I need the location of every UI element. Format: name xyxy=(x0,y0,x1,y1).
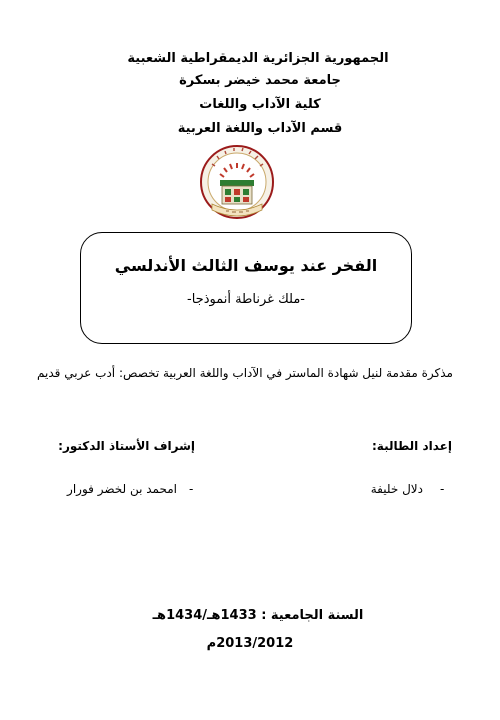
student-name: دلال خليفة xyxy=(370,482,423,496)
header-department: قسم الآداب واللغة العربية xyxy=(177,121,343,136)
university-seal-logo xyxy=(198,142,276,224)
thesis-subtitle: -ملك غرناطة أنموذجا- xyxy=(187,292,305,307)
supervisor-label: إشراف الأستاذ الدكتور: xyxy=(58,439,195,453)
student-bullet: - xyxy=(440,482,445,496)
student-label: إعداد الطالبة: xyxy=(372,439,452,453)
academic-year-hijri: السنة الجامعية : 1433هـ/1434هـ xyxy=(152,608,364,623)
thesis-title-box xyxy=(80,232,412,344)
academic-year-gregorian: 2013/2012م xyxy=(206,636,294,651)
supervisor-bullet: - xyxy=(189,482,194,496)
thesis-title: الفخر عند يوسف الثالث الأندلسي xyxy=(114,256,378,275)
thesis-description: مذكرة مقدمة لنيل شهادة الماستر في الآداب واللغة العربية تخصص: أدب عربي قديم xyxy=(37,366,453,380)
header-university: جامعة محمد خيضر بسكرة xyxy=(179,73,341,88)
supervisor-name: امحمد بن لخضر فورار xyxy=(67,482,177,496)
header-faculty: كلية الآداب واللغات xyxy=(199,97,321,112)
university-seal-icon xyxy=(198,142,276,224)
header-republic: الجمهورية الجزائرية الديمقراطية الشعبية xyxy=(127,51,389,66)
